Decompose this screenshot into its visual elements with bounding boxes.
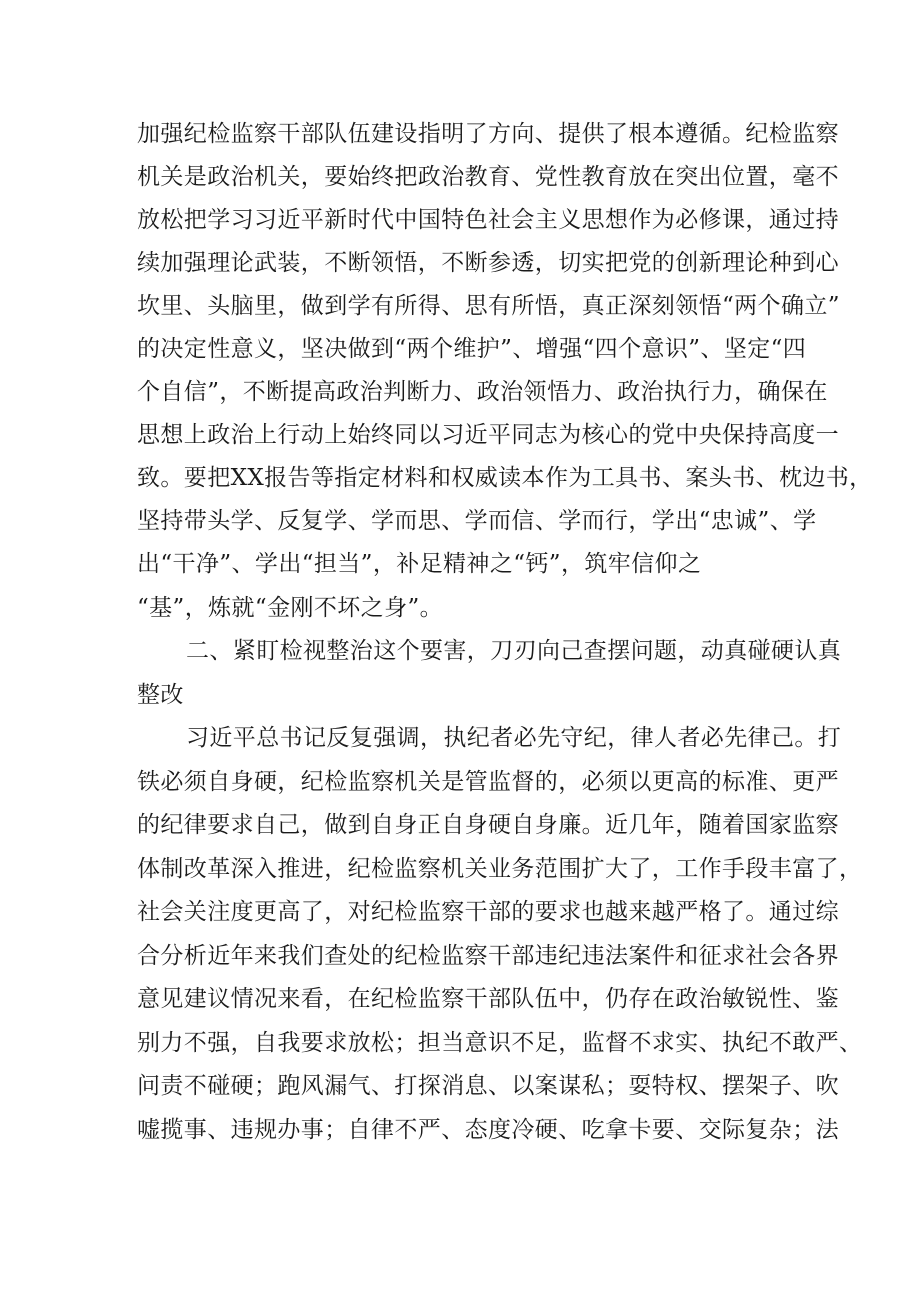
paragraph-first-line: 习近平总书记反复强调，执纪者必先守纪，律人者必先律己。打: [186, 725, 842, 751]
body-text-line: 致。要把XX报告等指定材料和权威读本作为工具书、案头书、枕边书，: [137, 465, 873, 491]
section-heading: 二、紧盯检视整治这个要害，刀刃向己查摆问题，动真碰硬认真: [186, 638, 842, 664]
body-text-line: 嘘揽事、违规办事；自律不严、态度冷硬、吃拿卡要、交际复杂；法: [137, 1117, 839, 1143]
body-text-line: 加强纪检监察干部队伍建设指明了方向、提供了根本遵循。纪检监察: [137, 121, 839, 147]
body-text-line: 意见建议情况来看，在纪检监察干部队伍中，仍存在政治敏锐性、鉴: [137, 986, 839, 1012]
body-text-line: 别力不强，自我要求放松；担当意识不足，监督不求实、执纪不敢严、: [137, 1030, 863, 1056]
body-text-line: 的纪律要求自己，做到自身正自身硬自身廉。近几年，随着国家监察: [137, 812, 839, 838]
body-text-line: 社会关注度更高了，对纪检监察干部的要求也越来越严格了。通过综: [137, 899, 839, 925]
body-text-line: 放松把学习习近平新时代中国特色社会主义思想作为必修课，通过持: [137, 207, 839, 233]
body-text-line: 出“干净”、学出“担当”，补足精神之“钙”，筑牢信仰之: [137, 551, 702, 577]
body-text-line: 铁必须自身硬，纪检监察机关是管监督的，必须以更高的标准、更严: [137, 769, 839, 795]
section-heading-continued: 整改: [137, 682, 184, 708]
body-text-line: 合分析近年来我们查处的纪检监察干部违纪违法案件和征求社会各界: [137, 943, 839, 969]
body-text-line: 问责不碰硬；跑风漏气、打探消息、以案谋私；耍特权、摆架子、吹: [137, 1073, 839, 1099]
body-text-line: 续加强理论武装，不断领悟，不断参透，切实把党的创新理论种到心: [137, 250, 839, 276]
body-text-line: 思想上政治上行动上始终同以习近平同志为核心的党中央保持高度一: [137, 422, 839, 448]
body-text-line: 机关是政治机关，要始终把政治教育、党性教育放在突出位置，毫不: [137, 164, 839, 190]
body-text-line: 的决定性意义，坚决做到“两个维护”、增强“四个意识”、坚定“四: [137, 336, 807, 362]
body-text-line: 坎里、头脑里，做到学有所得、思有所悟，真正深刻领悟“两个确立”: [137, 293, 840, 319]
body-text-line: 坚持带头学、反复学、学而思、学而信、学而行，学出“忠诚”、学: [137, 508, 817, 534]
body-text-line: 个自信”，不断提高政治判断力、政治领悟力、政治执行力，确保在: [137, 379, 828, 405]
body-text-line: 体制改革深入推进，纪检监察机关业务范围扩大了，工作手段丰富了，: [137, 856, 863, 882]
body-text-line: “基”，炼就“金刚不坏之身”。: [137, 595, 444, 621]
